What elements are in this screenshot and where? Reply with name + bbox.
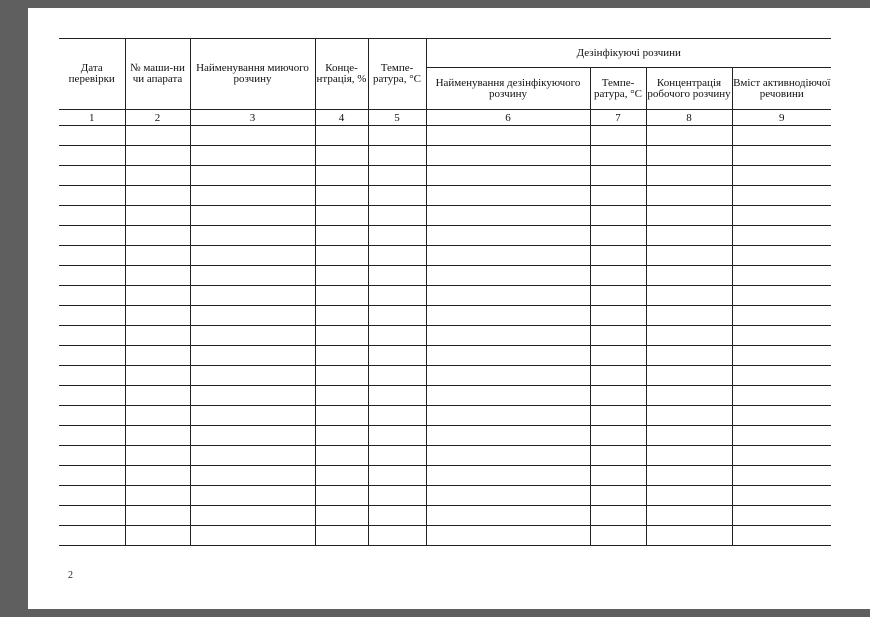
table-cell[interactable] [590, 386, 646, 406]
table-cell[interactable] [426, 166, 590, 186]
table-cell[interactable] [646, 366, 732, 386]
table-cell[interactable] [590, 166, 646, 186]
table-cell[interactable] [646, 146, 732, 166]
table-cell[interactable] [426, 146, 590, 166]
table-cell[interactable] [368, 306, 426, 326]
table-row [59, 506, 831, 526]
table-cell[interactable] [732, 146, 831, 166]
document-page [28, 8, 870, 609]
header-disinfectant-name: Найменування дезінфікуючого розчину [426, 68, 590, 110]
table-cell[interactable] [426, 506, 590, 526]
table-cell[interactable] [59, 266, 125, 286]
table-cell[interactable] [59, 166, 125, 186]
table-cell[interactable] [732, 186, 831, 206]
table-row [59, 366, 831, 386]
table-cell[interactable] [125, 306, 190, 326]
table-cell[interactable] [59, 186, 125, 206]
table-cell[interactable] [368, 426, 426, 446]
table-cell[interactable] [426, 486, 590, 506]
table-cell[interactable] [426, 286, 590, 306]
table-cell[interactable] [125, 346, 190, 366]
table-cell[interactable] [368, 466, 426, 486]
journal-table [59, 38, 831, 546]
table-cell[interactable] [646, 386, 732, 406]
table-row [59, 386, 831, 406]
table-cell[interactable] [646, 166, 732, 186]
table-cell[interactable] [646, 186, 732, 206]
table-cell[interactable] [315, 466, 368, 486]
table-cell[interactable] [125, 166, 190, 186]
column-number: 9 [732, 110, 831, 126]
table-cell[interactable] [646, 446, 732, 466]
table-cell[interactable] [59, 206, 125, 226]
table-cell[interactable] [125, 226, 190, 246]
table-cell[interactable] [590, 466, 646, 486]
table-cell[interactable] [732, 426, 831, 446]
table-cell[interactable] [732, 306, 831, 326]
table-cell[interactable] [125, 486, 190, 506]
table-cell[interactable] [190, 426, 315, 446]
table-cell[interactable] [190, 326, 315, 346]
table-cell[interactable] [59, 406, 125, 426]
table-cell[interactable] [125, 286, 190, 306]
table-cell[interactable] [732, 486, 831, 506]
table-cell[interactable] [190, 466, 315, 486]
table-cell[interactable] [368, 446, 426, 466]
table-cell[interactable] [315, 286, 368, 306]
table-cell[interactable] [646, 206, 732, 226]
table-cell[interactable] [125, 146, 190, 166]
table-cell[interactable] [190, 246, 315, 266]
table-row [59, 186, 831, 206]
table-cell[interactable] [368, 146, 426, 166]
table-cell[interactable] [590, 346, 646, 366]
table-cell[interactable] [125, 406, 190, 426]
table-row [59, 146, 831, 166]
table-cell[interactable] [646, 426, 732, 446]
table-cell[interactable] [315, 486, 368, 506]
table-cell[interactable] [368, 226, 426, 246]
table-cell[interactable] [59, 506, 125, 526]
table-row [59, 126, 831, 146]
table-row [59, 166, 831, 186]
table-cell[interactable] [646, 406, 732, 426]
table-cell[interactable] [315, 446, 368, 466]
table-cell[interactable] [646, 466, 732, 486]
table-cell[interactable] [590, 446, 646, 466]
column-number: 3 [190, 110, 315, 126]
table-cell[interactable] [59, 446, 125, 466]
table-cell[interactable] [732, 526, 831, 546]
table-cell[interactable] [732, 286, 831, 306]
table-cell[interactable] [590, 426, 646, 446]
table-cell[interactable] [590, 226, 646, 246]
table-row [59, 426, 831, 446]
column-number-row [59, 110, 831, 126]
table-cell[interactable] [732, 466, 831, 486]
table-cell[interactable] [190, 266, 315, 286]
table-cell[interactable] [315, 186, 368, 206]
table-cell[interactable] [125, 366, 190, 386]
table-cell[interactable] [315, 426, 368, 446]
table-cell[interactable] [315, 326, 368, 346]
table-cell[interactable] [368, 366, 426, 386]
table-cell[interactable] [125, 506, 190, 526]
header-active-substance: Вміст активнодіючої речовини [732, 68, 831, 110]
table-cell[interactable] [590, 146, 646, 166]
table-cell[interactable] [426, 306, 590, 326]
table-cell[interactable] [646, 266, 732, 286]
table-cell[interactable] [315, 406, 368, 426]
table-cell[interactable] [190, 366, 315, 386]
table-cell[interactable] [59, 386, 125, 406]
table-cell[interactable] [125, 126, 190, 146]
table-cell[interactable] [190, 186, 315, 206]
table-cell[interactable] [315, 306, 368, 326]
table-cell[interactable] [125, 446, 190, 466]
table-cell[interactable] [59, 326, 125, 346]
table-cell[interactable] [732, 226, 831, 246]
table-cell[interactable] [125, 266, 190, 286]
table-cell[interactable] [315, 346, 368, 366]
table-cell[interactable] [732, 446, 831, 466]
table-cell[interactable] [59, 346, 125, 366]
header-washing-solution: Найменування миючого розчину [190, 39, 315, 110]
column-number: 8 [646, 110, 732, 126]
table-cell[interactable] [315, 146, 368, 166]
header-concentration: Конце-нтрація, % [315, 39, 368, 110]
table-cell[interactable] [732, 386, 831, 406]
table-cell[interactable] [190, 166, 315, 186]
table-cell[interactable] [732, 126, 831, 146]
table-cell[interactable] [590, 306, 646, 326]
table-cell[interactable] [368, 406, 426, 426]
table-cell[interactable] [315, 126, 368, 146]
table-cell[interactable] [315, 226, 368, 246]
table-cell[interactable] [368, 266, 426, 286]
table-cell[interactable] [368, 206, 426, 226]
table-cell[interactable] [59, 466, 125, 486]
table-cell[interactable] [646, 306, 732, 326]
table-cell[interactable] [125, 186, 190, 206]
table-cell[interactable] [426, 226, 590, 246]
table-cell[interactable] [190, 306, 315, 326]
column-number: 4 [315, 110, 368, 126]
table-cell[interactable] [732, 366, 831, 386]
table-cell[interactable] [426, 266, 590, 286]
table-cell[interactable] [368, 126, 426, 146]
table-cell[interactable] [590, 526, 646, 546]
table-cell[interactable] [732, 266, 831, 286]
table-row [59, 286, 831, 306]
table-cell[interactable] [590, 486, 646, 506]
table-cell[interactable] [315, 266, 368, 286]
table-cell[interactable] [426, 186, 590, 206]
table-cell[interactable] [368, 286, 426, 306]
table-cell[interactable] [426, 526, 590, 546]
table-cell[interactable] [426, 386, 590, 406]
table-cell[interactable] [125, 466, 190, 486]
table-cell[interactable] [59, 146, 125, 166]
table-cell[interactable] [125, 246, 190, 266]
table-cell[interactable] [426, 466, 590, 486]
table-row [59, 486, 831, 506]
table-row [59, 266, 831, 286]
table-cell[interactable] [190, 146, 315, 166]
table-cell[interactable] [125, 326, 190, 346]
table-cell[interactable] [59, 246, 125, 266]
table-cell[interactable] [59, 126, 125, 146]
table-cell[interactable] [190, 486, 315, 506]
table-cell[interactable] [426, 426, 590, 446]
header-check-date: Дата перевірки [59, 39, 125, 110]
table-row [59, 466, 831, 486]
table-cell[interactable] [368, 506, 426, 526]
table-cell[interactable] [590, 266, 646, 286]
column-number: 1 [59, 110, 125, 126]
table-cell[interactable] [590, 406, 646, 426]
table-row [59, 226, 831, 246]
table-row [59, 306, 831, 326]
table-cell[interactable] [732, 206, 831, 226]
table-cell[interactable] [426, 126, 590, 146]
table-row [59, 526, 831, 546]
table-cell[interactable] [315, 166, 368, 186]
table-cell[interactable] [590, 506, 646, 526]
table-cell[interactable] [590, 326, 646, 346]
table-cell[interactable] [125, 206, 190, 226]
table-cell[interactable] [125, 426, 190, 446]
table-cell[interactable] [590, 126, 646, 146]
table-cell[interactable] [315, 206, 368, 226]
table-cell[interactable] [426, 366, 590, 386]
table-cell[interactable] [646, 246, 732, 266]
table-cell[interactable] [368, 526, 426, 546]
table-cell[interactable] [59, 526, 125, 546]
header-disinfectant-group: Дезінфікуючі розчини [426, 39, 831, 68]
table-cell[interactable] [590, 366, 646, 386]
table-cell[interactable] [59, 226, 125, 246]
table-row [59, 206, 831, 226]
table-cell[interactable] [315, 386, 368, 406]
header-machine-number: № маши-ни чи апарата [125, 39, 190, 110]
table-cell[interactable] [426, 406, 590, 426]
table-cell[interactable] [125, 526, 190, 546]
column-number: 2 [125, 110, 190, 126]
table-cell[interactable] [190, 226, 315, 246]
table-cell[interactable] [426, 346, 590, 366]
table-cell[interactable] [190, 386, 315, 406]
table-cell[interactable] [426, 206, 590, 226]
table-cell[interactable] [646, 486, 732, 506]
table-cell[interactable] [368, 346, 426, 366]
table-cell[interactable] [59, 366, 125, 386]
table-cell[interactable] [59, 486, 125, 506]
table-cell[interactable] [732, 246, 831, 266]
table-cell[interactable] [190, 206, 315, 226]
table-cell[interactable] [646, 346, 732, 366]
table-cell[interactable] [125, 386, 190, 406]
table-cell[interactable] [732, 406, 831, 426]
table-cell[interactable] [590, 286, 646, 306]
table-row [59, 406, 831, 426]
table-cell[interactable] [368, 246, 426, 266]
table-cell[interactable] [368, 186, 426, 206]
table-cell[interactable] [368, 486, 426, 506]
table-cell[interactable] [368, 166, 426, 186]
table-cell[interactable] [190, 286, 315, 306]
page-number: 2 [68, 570, 73, 581]
table-cell[interactable] [732, 326, 831, 346]
header-disinfectant-temperature: Темпе-ратура, °С [590, 68, 646, 110]
table-cell[interactable] [190, 126, 315, 146]
table-cell[interactable] [646, 326, 732, 346]
header-temperature: Темпе-ратура, °С [368, 39, 426, 110]
table-cell[interactable] [190, 526, 315, 546]
table-cell[interactable] [732, 166, 831, 186]
table-cell[interactable] [59, 426, 125, 446]
table-cell[interactable] [190, 346, 315, 366]
table-cell[interactable] [368, 386, 426, 406]
table-cell[interactable] [315, 366, 368, 386]
table-cell[interactable] [590, 186, 646, 206]
table-cell[interactable] [646, 226, 732, 246]
table-cell[interactable] [190, 406, 315, 426]
table-cell[interactable] [646, 286, 732, 306]
table-cell[interactable] [646, 506, 732, 526]
column-number: 5 [368, 110, 426, 126]
table-cell[interactable] [732, 346, 831, 366]
table-cell[interactable] [646, 526, 732, 546]
table-cell[interactable] [426, 446, 590, 466]
table-cell[interactable] [368, 326, 426, 346]
header-working-concentration: Концентрація робочого розчину [646, 68, 732, 110]
column-number: 7 [590, 110, 646, 126]
table-cell[interactable] [590, 246, 646, 266]
table-row [59, 346, 831, 366]
table-cell[interactable] [590, 206, 646, 226]
table-cell[interactable] [190, 446, 315, 466]
table-cell[interactable] [426, 326, 590, 346]
table-cell[interactable] [59, 286, 125, 306]
column-number: 6 [426, 110, 590, 126]
table-cell[interactable] [315, 246, 368, 266]
table-cell[interactable] [59, 306, 125, 326]
table-cell[interactable] [315, 526, 368, 546]
table-row [59, 246, 831, 266]
table-cell[interactable] [315, 506, 368, 526]
table-cell[interactable] [732, 506, 831, 526]
table-cell[interactable] [190, 506, 315, 526]
table-cell[interactable] [646, 126, 732, 146]
table-cell[interactable] [426, 246, 590, 266]
table-row [59, 326, 831, 346]
table-row [59, 446, 831, 466]
